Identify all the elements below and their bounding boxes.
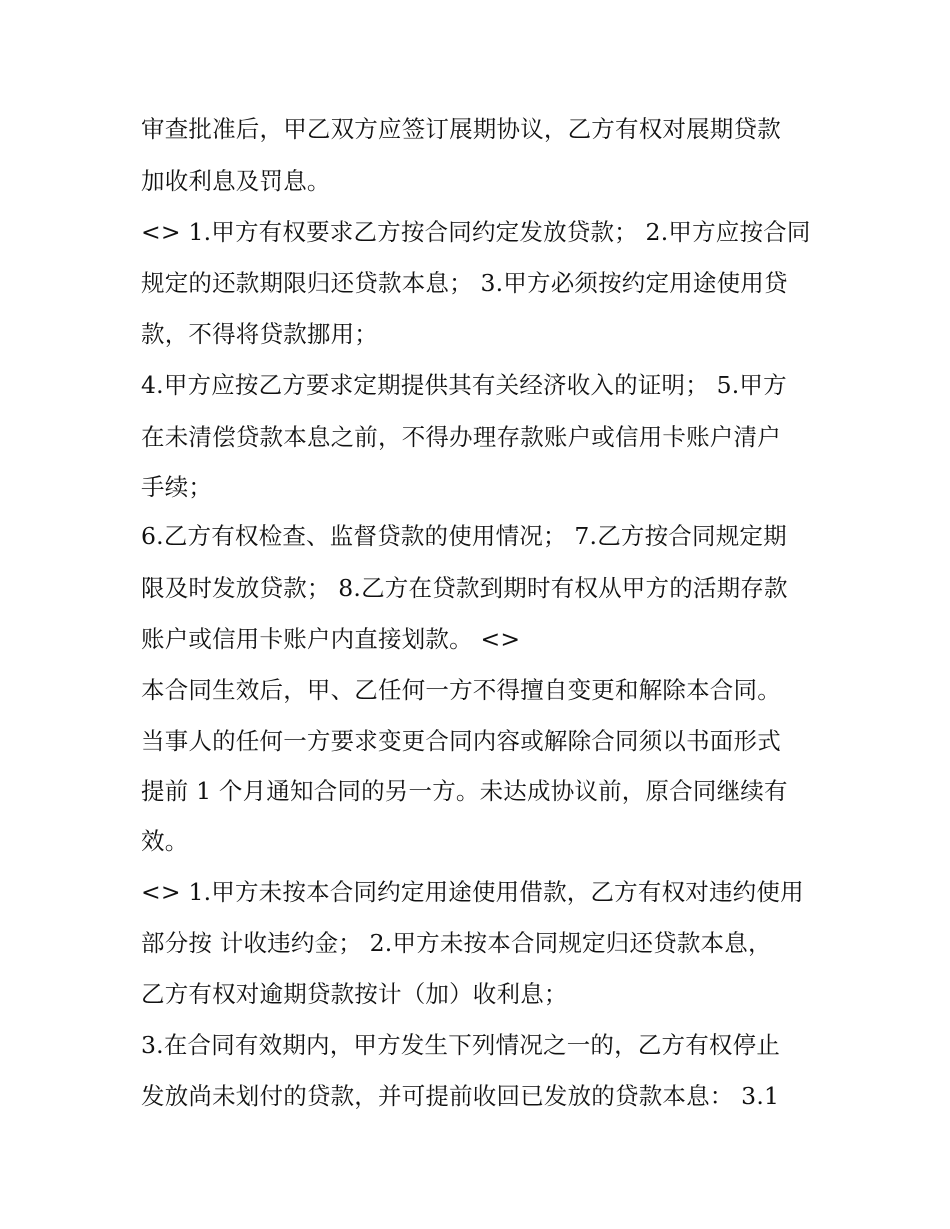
text-line: 本合同生效后，甲、乙任何一方不得擅自变更和解除本合同。 — [141, 676, 781, 704]
text-line: 发放尚未划付的贷款，并可提前收回已发放的贷款本息： 3.1 — [141, 1082, 780, 1110]
text-line: 规定的还款期限归还贷款本息； 3.甲方必须按约定用途使用贷 — [141, 269, 788, 297]
text-line: 款，不得将贷款挪用； — [141, 320, 378, 348]
text-line: 6.乙方有权检查、监督贷款的使用情况； 7.乙方按合同规定期 — [141, 522, 787, 550]
text-line: 审查批准后，甲乙双方应签订展期协议，乙方有权对展期贷款 — [141, 115, 781, 143]
text-line: 乙方有权对逾期贷款按计（加）收利息； — [141, 980, 568, 1008]
text-line: 4.甲方应按乙方要求定期提供其有关经济收入的证明； 5.甲方 — [141, 371, 787, 399]
text-line: 当事人的任何一方要求变更合同内容或解除合同须以书面形式 — [141, 727, 781, 755]
text-line: 效。 — [141, 827, 189, 855]
text-line: 3.在合同有效期内，甲方发生下列情况之一的，乙方有权停止 — [141, 1031, 781, 1059]
text-line: 提前 1 个月通知合同的另一方。未达成协议前，原合同继续有 — [141, 777, 788, 805]
text-line: <> 1.甲方有权要求乙方按合同约定发放贷款； 2.甲方应按合同 — [141, 218, 811, 246]
text-line: 限及时发放贷款； 8.乙方在贷款到期时有权从甲方的活期存款 — [141, 574, 788, 602]
text-line: <> 1.甲方未按本合同约定用途使用借款，乙方有权对违约使用 — [141, 878, 804, 906]
text-line: 部分按 计收违约金； 2.甲方未按本合同规定归还贷款本息， — [141, 929, 772, 957]
text-line: 手续； — [141, 473, 213, 501]
text-line: 在未清偿贷款本息之前，不得办理存款账户或信用卡账户清户 — [141, 423, 781, 451]
text-line: 加收利息及罚息。 — [141, 167, 331, 195]
text-line: 账户或信用卡账户内直接划款。 <> — [141, 625, 521, 653]
